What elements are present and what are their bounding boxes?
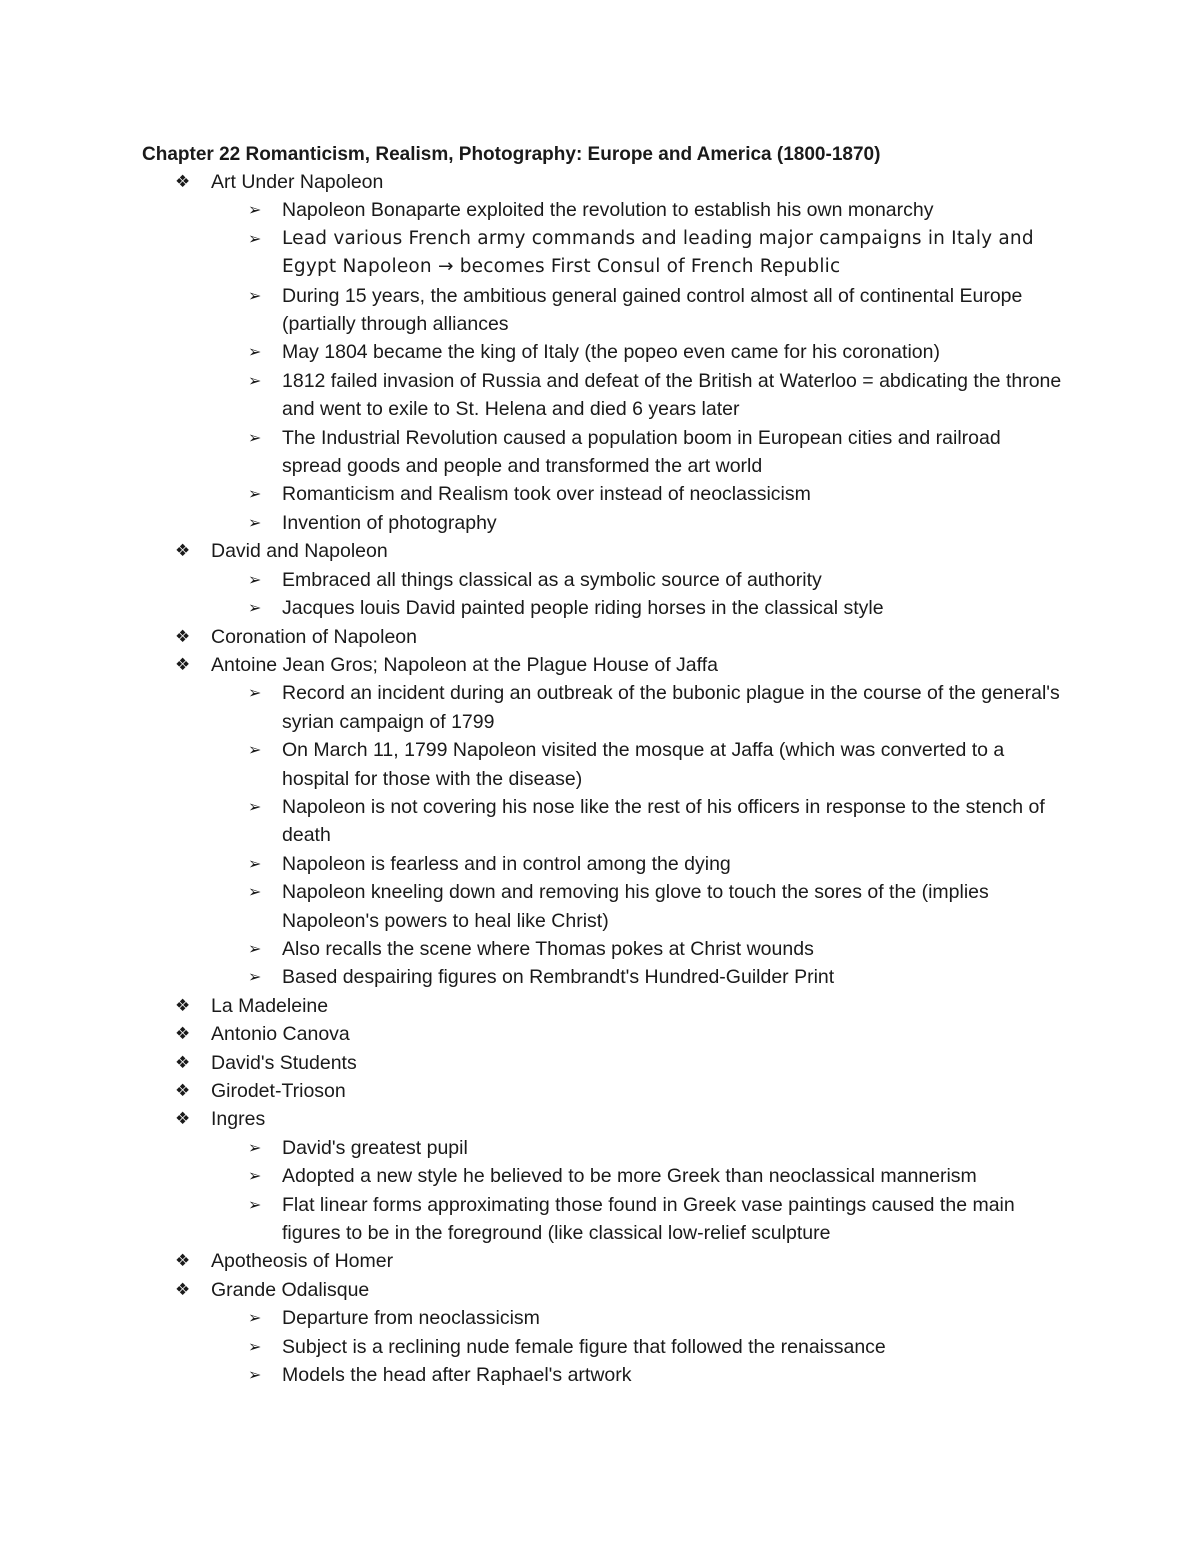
- section-heading: Antoine Jean Gros; Napoleon at the Plague House of Jaffa: [211, 653, 718, 676]
- outline-section: [0, 623, 1200, 651]
- outline-section: [0, 537, 1200, 622]
- list-item: [211, 282, 1200, 339]
- arrow-bullet-icon: ➢: [248, 598, 262, 618]
- list-item: [211, 1134, 1200, 1162]
- diamond-bullet-icon: ❖: [175, 1109, 191, 1130]
- list-item-text: David's greatest pupil: [282, 1136, 468, 1159]
- list-item-text: Also recalls the scene where Thomas pokes at Christ wounds: [282, 937, 814, 960]
- list-item-text: Adopted a new style he believed to be more Greek than neoclassical mannerism: [282, 1165, 977, 1188]
- page-title: Chapter 22 Romanticism, Realism, Photography: Europe and America (1800-1870): [142, 144, 881, 165]
- section-heading-row: [175, 537, 1200, 565]
- section-heading-row: [175, 992, 1200, 1020]
- list-item-text: Lead various French army commands and leading major campaigns in Italy and Egypt Napoleon → becomes First Consul of French Republic: [282, 227, 1034, 278]
- section-heading: La Madeleine: [211, 994, 329, 1017]
- arrow-bullet-icon: ➢: [248, 882, 262, 902]
- outline-list: [0, 168, 1200, 1389]
- arrow-bullet-icon: ➢: [248, 370, 262, 390]
- arrow-bullet-icon: ➢: [248, 938, 262, 958]
- list-item: [211, 594, 1200, 622]
- list-item: [211, 1304, 1200, 1332]
- section-heading: Ingres: [211, 1108, 266, 1131]
- list-item-text: Jacques louis David painted people riding horses in the classical style: [282, 597, 884, 620]
- section-heading-row: [175, 1276, 1200, 1304]
- section-heading-row: [175, 623, 1200, 651]
- diamond-bullet-icon: ❖: [175, 1052, 191, 1073]
- list-item: [211, 935, 1200, 963]
- list-item: [211, 338, 1200, 366]
- list-item: [211, 480, 1200, 508]
- sub-item-list: [211, 1134, 1200, 1248]
- list-item-text: Invention of photography: [282, 511, 497, 534]
- list-item: [211, 509, 1200, 537]
- sub-item-list: [211, 566, 1200, 623]
- list-item: [211, 1361, 1200, 1389]
- arrow-bullet-icon: ➢: [248, 512, 262, 532]
- arrow-bullet-icon: ➢: [248, 1137, 262, 1157]
- section-heading: Girodet-Trioson: [211, 1080, 346, 1102]
- list-item-text: Napoleon kneeling down and removing his glove to touch the sores of the (implies Napoleon's powers to heal like Christ): [282, 881, 989, 932]
- arrow-bullet-icon: ➢: [248, 853, 262, 873]
- list-item-text: The Industrial Revolution caused a population boom in European cities and railroad spread goods and people and transformed the art world: [282, 426, 1001, 478]
- outline-section: [0, 1276, 1200, 1390]
- arrow-bullet-icon: ➢: [248, 683, 262, 703]
- arrow-bullet-icon: ➢: [248, 285, 262, 305]
- outline-section: [0, 1247, 1200, 1275]
- diamond-bullet-icon: ❖: [175, 626, 191, 647]
- list-item: [211, 878, 1200, 935]
- list-item: [211, 1333, 1200, 1361]
- outline-section: [0, 1020, 1200, 1048]
- section-heading-row: [175, 1105, 1200, 1133]
- arrow-bullet-icon: ➢: [248, 796, 262, 816]
- outline-section: [0, 1049, 1200, 1077]
- diamond-bullet-icon: ❖: [175, 1024, 191, 1045]
- diamond-bullet-icon: ❖: [175, 1251, 191, 1272]
- section-heading: Antonio Canova: [211, 1023, 350, 1046]
- list-item-text: Embraced all things classical as a symbolic source of authority: [282, 568, 822, 591]
- arrow-bullet-icon: ➢: [248, 740, 262, 760]
- list-item: [211, 736, 1200, 793]
- list-item: [211, 424, 1200, 481]
- diamond-bullet-icon: ❖: [175, 1081, 191, 1101]
- sub-item-list: [211, 196, 1200, 537]
- section-heading: Apotheosis of Homer: [211, 1250, 394, 1273]
- list-item-text: Flat linear forms approximating those found in Greek vase paintings caused the main figures to be in the foreground (like classical low-relief sculpture: [282, 1193, 1015, 1245]
- list-item: [211, 225, 1200, 282]
- outline-section: [0, 1077, 1200, 1105]
- list-item-text: Romanticism and Realism took over instead of neoclassicism: [282, 483, 811, 506]
- list-item-text: 1812 failed invasion of Russia and defeat of the British at Waterloo = abdicating the throne and went to exile to St. Helena and died 6 years later: [282, 369, 1062, 421]
- outline-section: [0, 1105, 1200, 1247]
- list-item: [211, 196, 1200, 224]
- section-heading-row: [175, 651, 1200, 679]
- section-heading: Art Under Napoleon: [211, 171, 384, 193]
- arrow-bullet-icon: ➢: [248, 342, 262, 362]
- list-item-text: Departure from neoclassicism: [282, 1307, 540, 1330]
- arrow-bullet-icon: ➢: [248, 427, 262, 447]
- section-heading: Grande Odalisque: [211, 1278, 370, 1301]
- list-item-text: Napoleon is fearless and in control among the dying: [282, 852, 731, 875]
- arrow-bullet-icon: ➢: [248, 200, 262, 220]
- section-heading-row: [175, 1020, 1200, 1048]
- list-item: [211, 1162, 1200, 1190]
- outline-section: [0, 992, 1200, 1020]
- diamond-bullet-icon: ❖: [175, 995, 191, 1016]
- list-item-text: Record an incident during an outbreak of the bubonic plague in the course of the general's syrian campaign of 1799: [282, 682, 1060, 733]
- list-item: [211, 850, 1200, 878]
- arrow-bullet-icon: ➢: [248, 967, 262, 987]
- arrow-bullet-icon: ➢: [248, 1365, 262, 1385]
- outline-section: [0, 651, 1200, 992]
- arrow-bullet-icon: ➢: [248, 1166, 262, 1186]
- outline-section: [0, 168, 1200, 537]
- list-item-text: During 15 years, the ambitious general gained control almost all of continental Europe (partially through alliances: [282, 284, 1023, 336]
- arrow-bullet-icon: ➢: [248, 484, 262, 504]
- diamond-bullet-icon: ❖: [175, 1279, 191, 1300]
- list-item-text: On March 11, 1799 Napoleon visited the mosque at Jaffa (which was converted to a hospital for those with the disease): [282, 739, 1005, 790]
- section-heading-row: [175, 1077, 1200, 1105]
- list-item: [211, 566, 1200, 594]
- list-item: [211, 963, 1200, 991]
- arrow-bullet-icon: ➢: [248, 569, 262, 589]
- diamond-bullet-icon: ❖: [175, 172, 191, 192]
- sub-item-list: [211, 1304, 1200, 1389]
- list-item-text: May 1804 became the king of Italy (the popeo even came for his coronation): [282, 341, 940, 364]
- list-item-text: Subject is a reclining nude female figure that followed the renaissance: [282, 1335, 886, 1358]
- list-item: [211, 1191, 1200, 1248]
- section-heading-row: [175, 1247, 1200, 1275]
- arrow-bullet-icon: ➢: [248, 228, 262, 248]
- list-item-text: Napoleon Bonaparte exploited the revolution to establish his own monarchy: [282, 199, 934, 222]
- list-item-text: Napoleon is not covering his nose like the rest of his officers in response to the stench of death: [282, 795, 1045, 847]
- diamond-bullet-icon: ❖: [175, 654, 191, 675]
- arrow-bullet-icon: ➢: [248, 1194, 262, 1214]
- list-item: [211, 793, 1200, 850]
- diamond-bullet-icon: ❖: [175, 541, 191, 562]
- sub-item-list: [211, 679, 1200, 991]
- section-heading: David and Napoleon: [211, 540, 388, 563]
- arrow-bullet-icon: ➢: [248, 1308, 262, 1328]
- section-heading-row: [175, 168, 1200, 196]
- list-item-text: Based despairing figures on Rembrandt's Hundred-Guilder Print: [282, 966, 835, 989]
- list-item-text: Models the head after Raphael's artwork: [282, 1364, 632, 1387]
- list-item: [211, 367, 1200, 424]
- section-heading-row: [175, 1049, 1200, 1077]
- list-item: [211, 679, 1200, 736]
- section-heading: David's Students: [211, 1051, 357, 1074]
- arrow-bullet-icon: ➢: [248, 1336, 262, 1356]
- section-heading: Coronation of Napoleon: [211, 625, 417, 648]
